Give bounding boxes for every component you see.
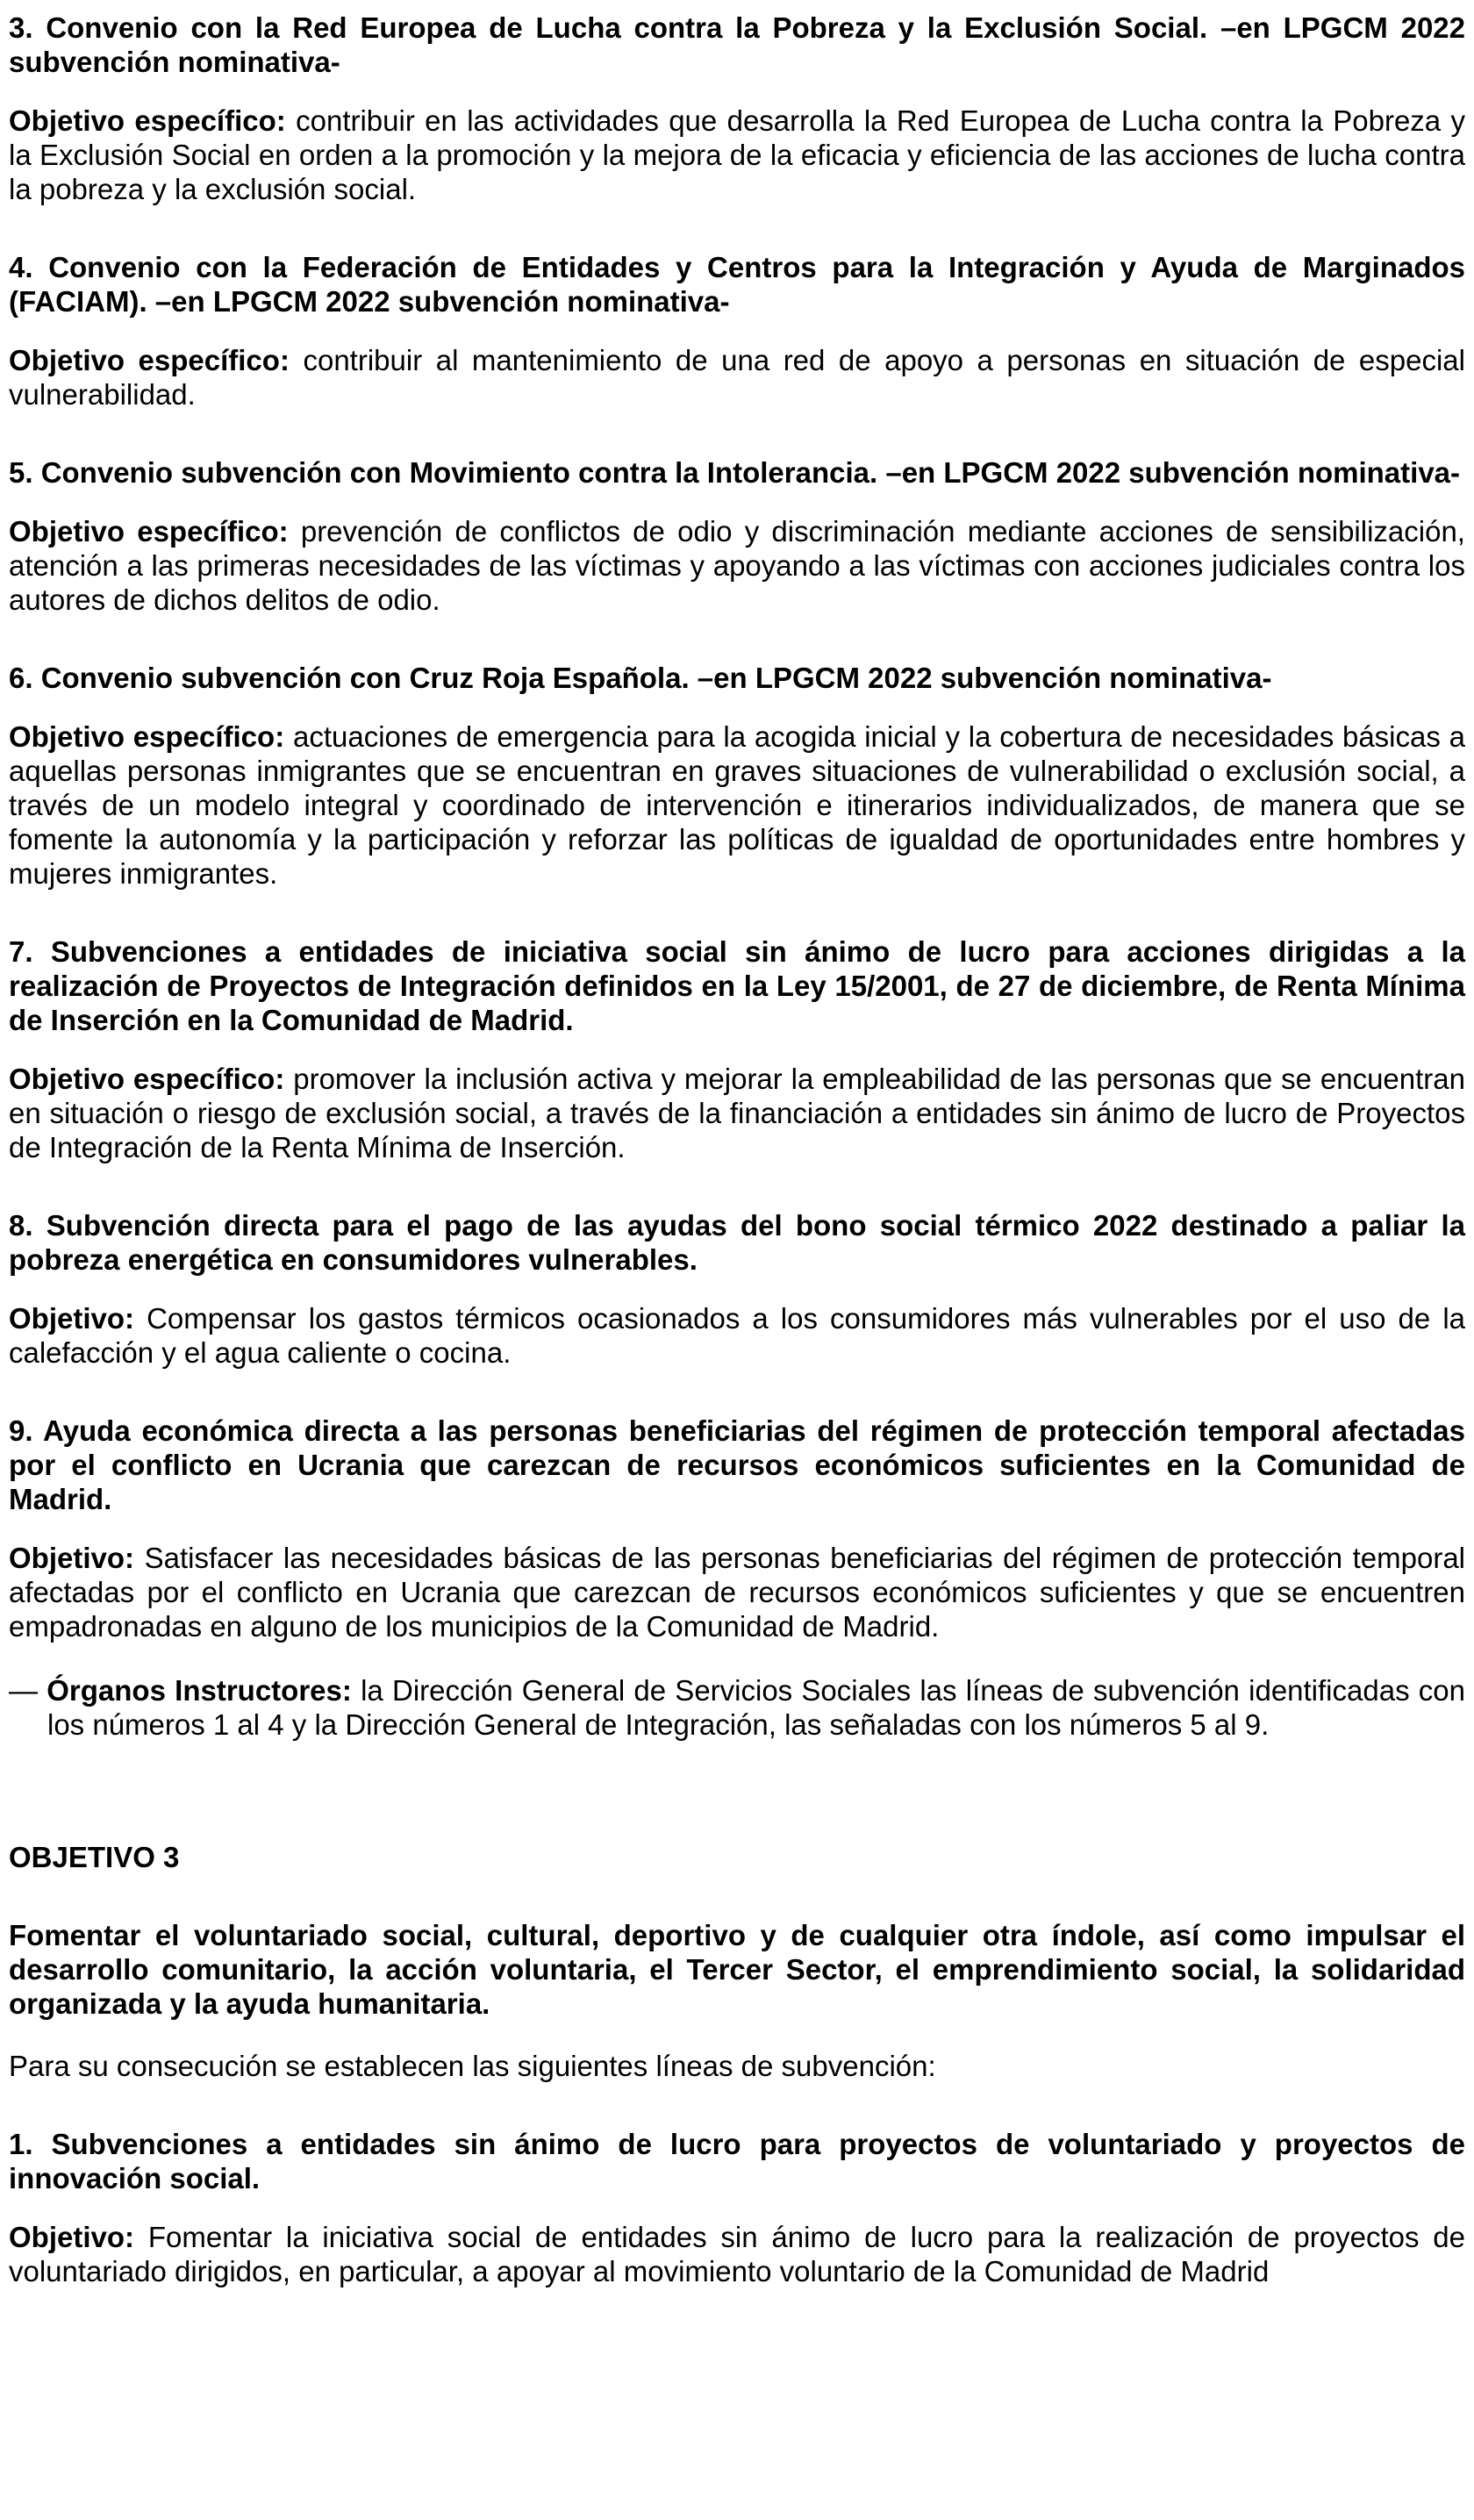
objective-label-9: Objetivo: (9, 1542, 135, 1574)
objective-paragraph-7 (9, 1062, 1465, 1164)
objective-label-8: Objetivo: (9, 1302, 135, 1335)
objective-text-7: promover la inclusión activa y mejorar la empleabilidad de las personas que se encuentran en situación o riesgo de exclusión social, a través de la financiación a entidades sin ánimo de lucro de Proyectos de Integración de la Renta Mínima de Inserción. (9, 1063, 1465, 1163)
organos-instructores-item (9, 1673, 1465, 1742)
objective-text-6: actuaciones de emergencia para la acogida inicial y la cobertura de necesidades básicas a aquellas personas inmigrantes que se encuentran en graves situaciones de vulnerabilidad o exclusión social, a través de un modelo integral y coordinado de intervención e itinerarios individualizados, de manera que se fomente la autonomía y la participación y reforzar las políticas de igualdad de oportunidades entre hombres y mujeres inmigrantes. (9, 720, 1465, 890)
objective-paragraph-9 (9, 1541, 1465, 1643)
section-heading-6: 6. Convenio subvención con Cruz Roja Española. –en LPGCM 2022 subvención nominativa- (9, 662, 1272, 694)
section-heading-5: 5. Convenio subvención con Movimiento contra la Intolerancia. –en LPGCM 2022 subvención nominativa- (9, 456, 1461, 489)
objective-label-3: Objetivo específico: (9, 104, 286, 137)
objective-paragraph-3 (9, 104, 1465, 206)
objective-paragraph-6 (9, 719, 1465, 891)
objective-text-5: prevención de conflictos de odio y discriminación mediante acciones de sensibilización, atención a las primeras necesidades de las víctimas y apoyando a las víctimas con acciones judiciales contra los autores de dichos delitos de odio. (9, 515, 1465, 616)
section-heading-8: 8. Subvención directa para el pago de las ayudas del bono social térmico 2022 destinado a paliar la pobreza energética en consumidores vulnerables. (9, 1209, 1465, 1276)
objective-paragraph-1 (9, 2220, 1465, 2288)
section-heading-7: 7. Subvenciones a entidades de iniciativa social sin ánimo de lucro para acciones dirigidas a la realización de Proyectos de Integración definidos en la Ley 15/2001, de 27 de diciembre, de Renta Mínima de Inserción en la Comunidad de Madrid. (9, 935, 1465, 1036)
objetivo-3-heading: OBJETIVO 3 (9, 1841, 180, 1873)
intro-paragraph: Para su consecución se establecen las siguientes líneas de subvención: (9, 2050, 936, 2082)
objective-text-4: contribuir al mantenimiento de una red de apoyo a personas en situación de especial vulnerabilidad. (9, 344, 1465, 411)
section-heading-1: 1. Subvenciones a entidades sin ánimo de lucro para proyectos de voluntariado y proyectos de innovación social. (9, 2128, 1465, 2194)
objective-text-8: Compensar los gastos térmicos ocasionados a los consumidores más vulnerables por el uso de la calefacción y el agua caliente o cocina. (9, 1302, 1466, 1369)
objective-label-6: Objetivo específico: (9, 720, 285, 753)
objective-text-9: Satisfacer las necesidades básicas de las personas beneficiarias del régimen de protección temporal afectadas por el conflicto en Ucrania que carezcan de recursos económicos suficientes y que se encuentren empadronadas en alguno de los municipios de la Comunidad de Madrid. (9, 1542, 1466, 1643)
objective-label-7: Objetivo específico: (9, 1063, 285, 1095)
organos-instructores-label: Órganos Instructores: (47, 1674, 352, 1707)
objetivo-3-description: Fomentar el voluntariado social, cultural, deportivo y de cualquier otra índole, así como impulsar el desarrollo comunitario, la acción voluntaria, el Tercer Sector, el emprendimiento social, la solidaridad organizada y la ayuda humanitaria. (9, 1919, 1465, 2020)
objective-paragraph-5 (9, 514, 1465, 617)
objective-text-3: contribuir en las actividades que desarrolla la Red Europea de Lucha contra la Pobreza y la Exclusión Social en orden a la promoción y la mejora de la eficacia y eficiencia de las acciones de lucha contra la pobreza y la exclusión social. (9, 104, 1465, 205)
objective-paragraph-8 (9, 1301, 1465, 1370)
objective-label-4: Objetivo específico: (9, 344, 290, 376)
objective-label-1: Objetivo: (9, 2221, 135, 2253)
dash-marker: — (9, 1674, 38, 1707)
objective-paragraph-4 (9, 343, 1465, 412)
section-heading-4: 4. Convenio con la Federación de Entidades y Centros para la Integración y Ayuda de Marginados (FACIAM). –en LPGCM 2022 subvención nominativa- (9, 251, 1465, 318)
objective-text-1: Fomentar la iniciativa social de entidades sin ánimo de lucro para la realización de proyectos de voluntariado dirigidos, en particular, a apoyar al movimiento voluntario de la Comunidad de Madrid (9, 2221, 1466, 2287)
section-heading-3: 3. Convenio con la Red Europea de Lucha contra la Pobreza y la Exclusión Social. –en LPGCM 2022 subvención nominativa- (9, 11, 1465, 78)
objective-label-5: Objetivo específico: (9, 515, 289, 548)
section-heading-9: 9. Ayuda económica directa a las personas beneficiarias del régimen de protección temporal afectadas por el conflicto en Ucrania que carezcan de recursos económicos suficientes en la Comunidad de Madrid. (9, 1414, 1465, 1515)
organos-instructores-text: la Dirección General de Servicios Sociales las líneas de subvención identificadas con los números 1 al 4 y la Dirección General de Integración, las señaladas con los números 5 al 9. (47, 1674, 1466, 1741)
